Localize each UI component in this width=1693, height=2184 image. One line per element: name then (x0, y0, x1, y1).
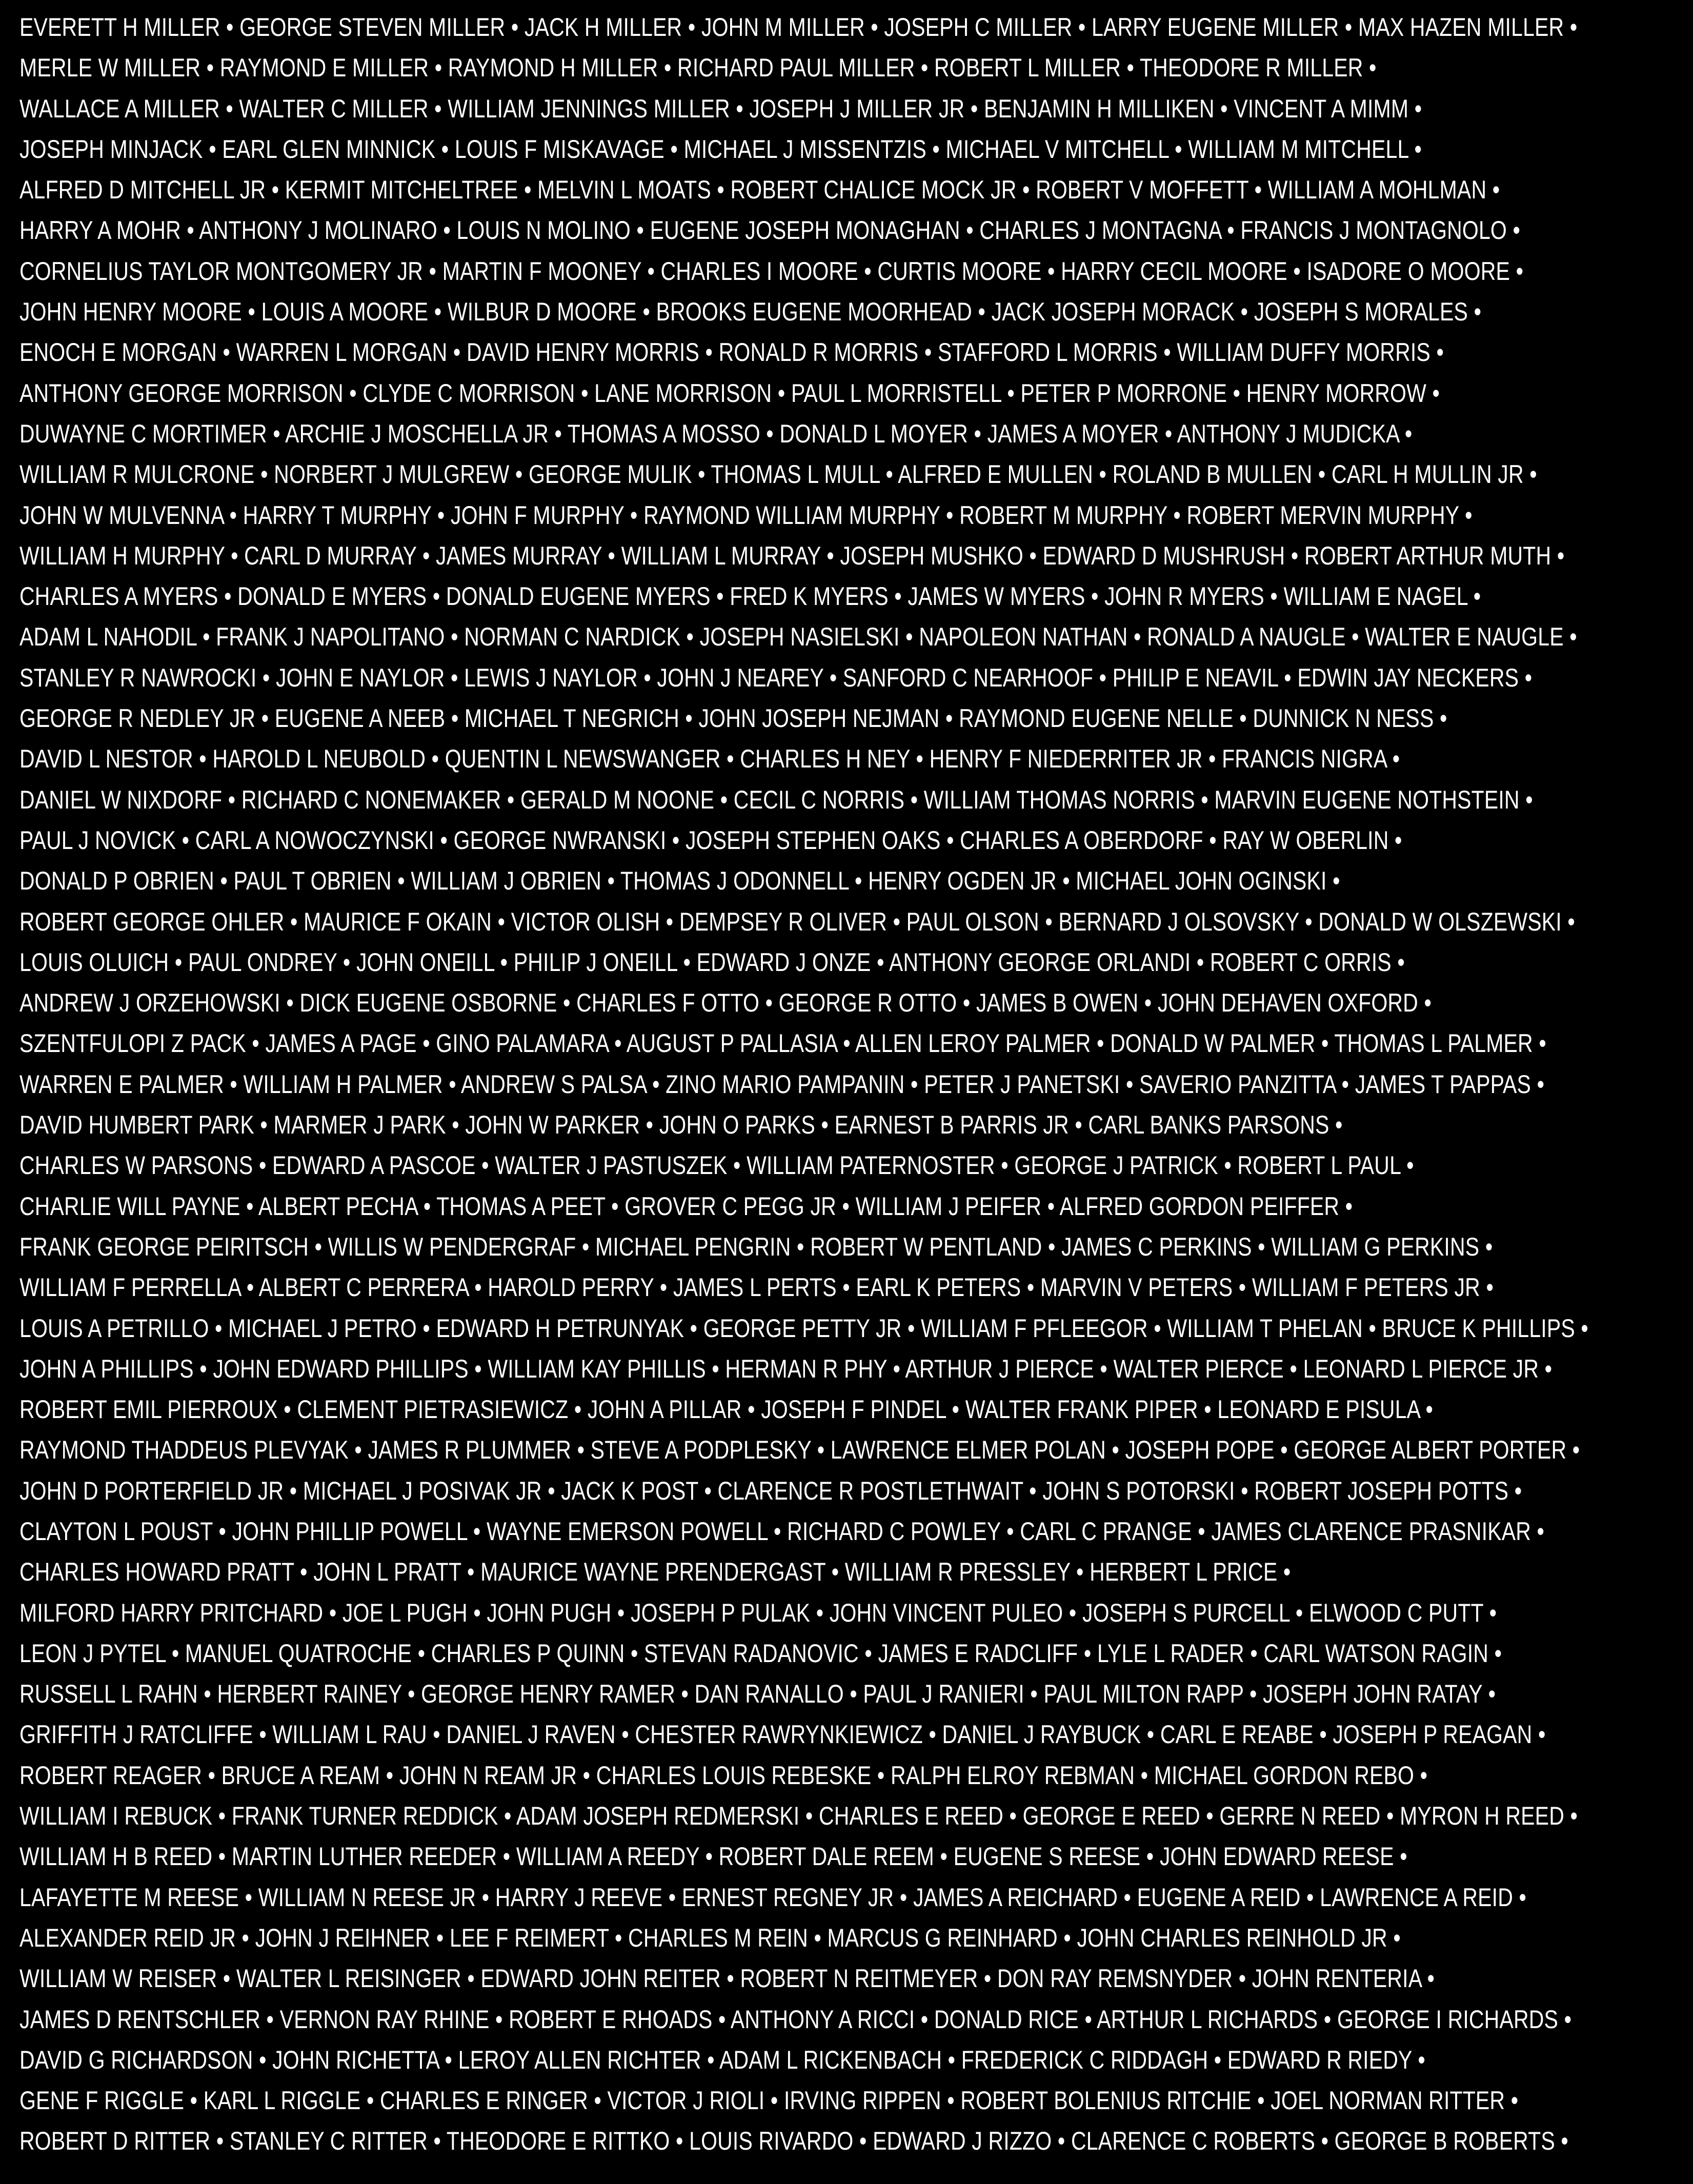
name-line: GEORGE R NEDLEY JR • EUGENE A NEEB • MICHAEL T NEGRICH • JOHN JOSEPH NEJMAN • RAYMOND EUGENE NELLE • DUNNICK N NESS • (19, 704, 1447, 733)
name-line: JAMES D RENTSCHLER • VERNON RAY RHINE • ROBERT E RHOADS • ANTHONY A RICCI • DONALD RICE • ARTHUR L RICHARDS • GEORGE I RICHARDS • (19, 2005, 1572, 2034)
name-line: CHARLES W PARSONS • EDWARD A PASCOE • WALTER J PASTUSZEK • WILLIAM PATERNOSTER • GEORGE J PATRICK • ROBERT L PAUL • (19, 1151, 1414, 1180)
name-line: ANDREW J ORZEHOWSKI • DICK EUGENE OSBORNE • CHARLES F OTTO • GEORGE R OTTO • JAMES B OWEN • JOHN DEHAVEN OXFORD • (19, 988, 1432, 1018)
name-line: CORNELIUS TAYLOR MONTGOMERY JR • MARTIN F MOONEY • CHARLES I MOORE • CURTIS MOORE • HARRY CECIL MOORE • ISADORE O MOORE • (19, 256, 1524, 286)
name-line: LOUIS OLUICH • PAUL ONDREY • JOHN ONEILL • PHILIP J ONEILL • EDWARD J ONZE • ANTHONY GEORGE ORLANDI • ROBERT C ORRIS • (19, 947, 1405, 977)
name-line: LEON J PYTEL • MANUEL QUATROCHE • CHARLES P QUINN • STEVAN RADANOVIC • JAMES E RADCLIFF • LYLE L RADER • CARL WATSON RAGIN • (19, 1639, 1502, 1668)
name-line: WALLACE A MILLER • WALTER C MILLER • WILLIAM JENNINGS MILLER • JOSEPH J MILLER JR • BENJAMIN H MILLIKEN • VINCENT A MIMM • (19, 94, 1422, 123)
name-line: CHARLES HOWARD PRATT • JOHN L PRATT • MAURICE WAYNE PRENDERGAST • WILLIAM R PRESSLEY • HERBERT L PRICE • (19, 1558, 1291, 1587)
name-line: HARRY A MOHR • ANTHONY J MOLINARO • LOUIS N MOLINO • EUGENE JOSEPH MONAGHAN • CHARLES J MONTAGNA • FRANCIS J MONTAGNOLO • (19, 216, 1521, 245)
name-line: JOHN HENRY MOORE • LOUIS A MOORE • WILBUR D MOORE • BROOKS EUGENE MOORHEAD • JACK JOSEPH MORACK • JOSEPH S MORALES • (19, 297, 1482, 327)
name-line: JOSEPH MINJACK • EARL GLEN MINNICK • LOUIS F MISKAVAGE • MICHAEL J MISSENTZIS • MICHAEL V MITCHELL • WILLIAM M MITCHELL • (19, 134, 1422, 164)
name-line: EVERETT H MILLER • GEORGE STEVEN MILLER • JACK H MILLER • JOHN M MILLER • JOSEPH C MILLER • LARRY EUGENE MILLER • MAX HAZEN MILLER • (19, 13, 1578, 42)
name-line: CHARLIE WILL PAYNE • ALBERT PECHA • THOMAS A PEET • GROVER C PEGG JR • WILLIAM J PEIFER • ALFRED GORDON PEIFFER • (19, 1191, 1353, 1221)
name-line: MERLE W MILLER • RAYMOND E MILLER • RAYMOND H MILLER • RICHARD PAUL MILLER • ROBERT L MILLER • THEODORE R MILLER • (19, 53, 1377, 83)
name-line: ROBERT GEORGE OHLER • MAURICE F OKAIN • VICTOR OLISH • DEMPSEY R OLIVER • PAUL OLSON • BERNARD J OLSOVSKY • DONALD W OLSZEWSKI • (19, 907, 1575, 936)
memorial-name-list (19, 7, 1681, 2162)
name-line: SZENTFULOPI Z PACK • JAMES A PAGE • GINO PALAMARA • AUGUST P PALLASIA • ALLEN LEROY PALMER • DONALD W PALMER • THOMAS L PALMER • (19, 1029, 1546, 1058)
name-line: LAFAYETTE M REESE • WILLIAM N REESE JR • HARRY J REEVE • ERNEST REGNEY JR • JAMES A REICHARD • EUGENE A REID • LAWRENCE A REID • (19, 1883, 1527, 1912)
name-line: GENE F RIGGLE • KARL L RIGGLE • CHARLES E RINGER • VICTOR J RIOLI • IRVING RIPPEN • ROBERT BOLENIUS RITCHIE • JOEL NORMAN RITTER • (19, 2086, 1519, 2115)
name-line: ENOCH E MORGAN • WARREN L MORGAN • DAVID HENRY MORRIS • RONALD R MORRIS • STAFFORD L MORRIS • WILLIAM DUFFY MORRIS • (19, 338, 1444, 367)
name-line: WARREN E PALMER • WILLIAM H PALMER • ANDREW S PALSA • ZINO MARIO PAMPANIN • PETER J PANETSKI • SAVERIO PANZITTA • JAMES T PAPPAS • (19, 1069, 1545, 1099)
name-line: WILLIAM W REISER • WALTER L REISINGER • EDWARD JOHN REITER • ROBERT N REITMEYER • DON RAY REMSNYDER • JOHN RENTERIA • (19, 1964, 1435, 1993)
name-line: WILLIAM R MULCRONE • NORBERT J MULGREW • GEORGE MULIK • THOMAS L MULL • ALFRED E MULLEN • ROLAND B MULLEN • CARL H MULLIN JR • (19, 460, 1537, 489)
name-line: GRIFFITH J RATCLIFFE • WILLIAM L RAU • DANIEL J RAVEN • CHESTER RAWRYNKIEWICZ • DANIEL J RAYBUCK • CARL E REABE • JOSEPH P REAGAN • (19, 1720, 1546, 1749)
name-line: WILLIAM I REBUCK • FRANK TURNER REDDICK • ADAM JOSEPH REDMERSKI • CHARLES E REED • GEORGE E REED • GERRE N REED • MYRON H REED • (19, 1802, 1578, 1831)
name-line: PAUL J NOVICK • CARL A NOWOCZYNSKI • GEORGE NWRANSKI • JOSEPH STEPHEN OAKS • CHARLES A OBERDORF • RAY W OBERLIN • (19, 825, 1402, 855)
name-line: CLAYTON L POUST • JOHN PHILLIP POWELL • WAYNE EMERSON POWELL • RICHARD C POWLEY • CARL C PRANGE • JAMES CLARENCE PRASNIKAR • (19, 1516, 1545, 1546)
name-line: ROBERT EMIL PIERROUX • CLEMENT PIETRASIEWICZ • JOHN A PILLAR • JOSEPH F PINDEL • WALTER FRANK PIPER • LEONARD E PISULA • (19, 1395, 1433, 1424)
name-line: CHARLES A MYERS • DONALD E MYERS • DONALD EUGENE MYERS • FRED K MYERS • JAMES W MYERS • JOHN R MYERS • WILLIAM E NAGEL • (19, 582, 1481, 611)
name-line: ROBERT REAGER • BRUCE A REAM • JOHN N REAM JR • CHARLES LOUIS REBESKE • RALPH ELROY REBMAN • MICHAEL GORDON REBO • (19, 1761, 1428, 1790)
name-line: MILFORD HARRY PRITCHARD • JOE L PUGH • JOHN PUGH • JOSEPH P PULAK • JOHN VINCENT PULEO • JOSEPH S PURCELL • ELWOOD C PUTT • (19, 1598, 1497, 1627)
name-line: JOHN A PHILLIPS • JOHN EDWARD PHILLIPS • WILLIAM KAY PHILLIS • HERMAN R PHY • ARTHUR J PIERCE • WALTER PIERCE • LEONARD L PIERCE JR • (19, 1354, 1553, 1383)
name-line: RAYMOND THADDEUS PLEVYAK • JAMES R PLUMMER • STEVE A PODPLESKY • LAWRENCE ELMER POLAN • JOSEPH POPE • GEORGE ALBERT PORTER • (19, 1435, 1580, 1465)
name-line: WILLIAM H B REED • MARTIN LUTHER REEDER • WILLIAM A REEDY • ROBERT DALE REEM • EUGENE S REESE • JOHN EDWARD REESE • (19, 1842, 1407, 1871)
name-line: DANIEL W NIXDORF • RICHARD C NONEMAKER • GERALD M NOONE • CECIL C NORRIS • WILLIAM THOMAS NORRIS • MARVIN EUGENE NOTHSTEIN • (19, 785, 1533, 814)
name-line: JOHN W MULVENNA • HARRY T MURPHY • JOHN F MURPHY • RAYMOND WILLIAM MURPHY • ROBERT M MURPHY • ROBERT MERVIN MURPHY • (19, 500, 1473, 530)
name-line: DAVID L NESTOR • HAROLD L NEUBOLD • QUENTIN L NEWSWANGER • CHARLES H NEY • HENRY F NIEDERRITER JR • FRANCIS NIGRA • (19, 744, 1400, 774)
name-line: LOUIS A PETRILLO • MICHAEL J PETRO • EDWARD H PETRUNYAK • GEORGE PETTY JR • WILLIAM F PFLEEGOR • WILLIAM T PHELAN • BRUCE K PHILLIPS • (19, 1313, 1588, 1343)
name-line: STANLEY R NAWROCKI • JOHN E NAYLOR • LEWIS J NAYLOR • JOHN J NEAREY • SANFORD C NEARHOOF • PHILIP E NEAVIL • EDWIN JAY NECKERS • (19, 663, 1533, 692)
name-line: FRANK GEORGE PEIRITSCH • WILLIS W PENDERGRAF • MICHAEL PENGRIN • ROBERT W PENTLAND • JAMES C PERKINS • WILLIAM G PERKINS • (19, 1232, 1493, 1261)
name-line: DUWAYNE C MORTIMER • ARCHIE J MOSCHELLA JR • THOMAS A MOSSO • DONALD L MOYER • JAMES A MOYER • ANTHONY J MUDICKA • (19, 419, 1413, 448)
name-line: WILLIAM H MURPHY • CARL D MURRAY • JAMES MURRAY • WILLIAM L MURRAY • JOSEPH MUSHKO • EDWARD D MUSHRUSH • ROBERT ARTHUR MUTH • (19, 541, 1565, 570)
name-line: ROBERT D RITTER • STANLEY C RITTER • THEODORE E RITTKO • LOUIS RIVARDO • EDWARD J RIZZO • CLARENCE C ROBERTS • GEORGE B ROBERTS • (19, 2127, 1568, 2156)
name-line: WILLIAM F PERRELLA • ALBERT C PERRERA • HAROLD PERRY • JAMES L PERTS • EARL K PETERS • MARVIN V PETERS • WILLIAM F PETERS JR • (19, 1273, 1494, 1302)
name-line: DAVID HUMBERT PARK • MARMER J PARK • JOHN W PARKER • JOHN O PARKS • EARNEST B PARRIS JR • CARL BANKS PARSONS • (19, 1110, 1343, 1140)
name-line: ADAM L NAHODIL • FRANK J NAPOLITANO • NORMAN C NARDICK • JOSEPH NASIELSKI • NAPOLEON NATHAN • RONALD A NAUGLE • WALTER E NAUGLE • (19, 622, 1577, 652)
name-line: ANTHONY GEORGE MORRISON • CLYDE C MORRISON • LANE MORRISON • PAUL L MORRISTELL • PETER P MORRONE • HENRY MORROW • (19, 378, 1440, 408)
name-line: RUSSELL L RAHN • HERBERT RAINEY • GEORGE HENRY RAMER • DAN RANALLO • PAUL J RANIERI • PAUL MILTON RAPP • JOSEPH JOHN RATAY • (19, 1680, 1496, 1709)
name-line: DONALD P OBRIEN • PAUL T OBRIEN • WILLIAM J OBRIEN • THOMAS J ODONNELL • HENRY OGDEN JR • MICHAEL JOHN OGINSKI • (19, 866, 1340, 896)
name-line: JOHN D PORTERFIELD JR • MICHAEL J POSIVAK JR • JACK K POST • CLARENCE R POSTLETHWAIT • JOHN S POTORSKI • ROBERT JOSEPH POTTS • (19, 1476, 1522, 1505)
name-line: DAVID G RICHARDSON • JOHN RICHETTA • LEROY ALLEN RICHTER • ADAM L RICKENBACH • FREDERICK C RIDDAGH • EDWARD R RIEDY • (19, 2045, 1425, 2074)
name-line: ALEXANDER REID JR • JOHN J REIHNER • LEE F REIMERT • CHARLES M REIN • MARCUS G REINHARD • JOHN CHARLES REINHOLD JR • (19, 1923, 1401, 1952)
name-line: ALFRED D MITCHELL JR • KERMIT MITCHELTREE • MELVIN L MOATS • ROBERT CHALICE MOCK JR • ROBERT V MOFFETT • WILLIAM A MOHLMAN • (19, 175, 1500, 205)
